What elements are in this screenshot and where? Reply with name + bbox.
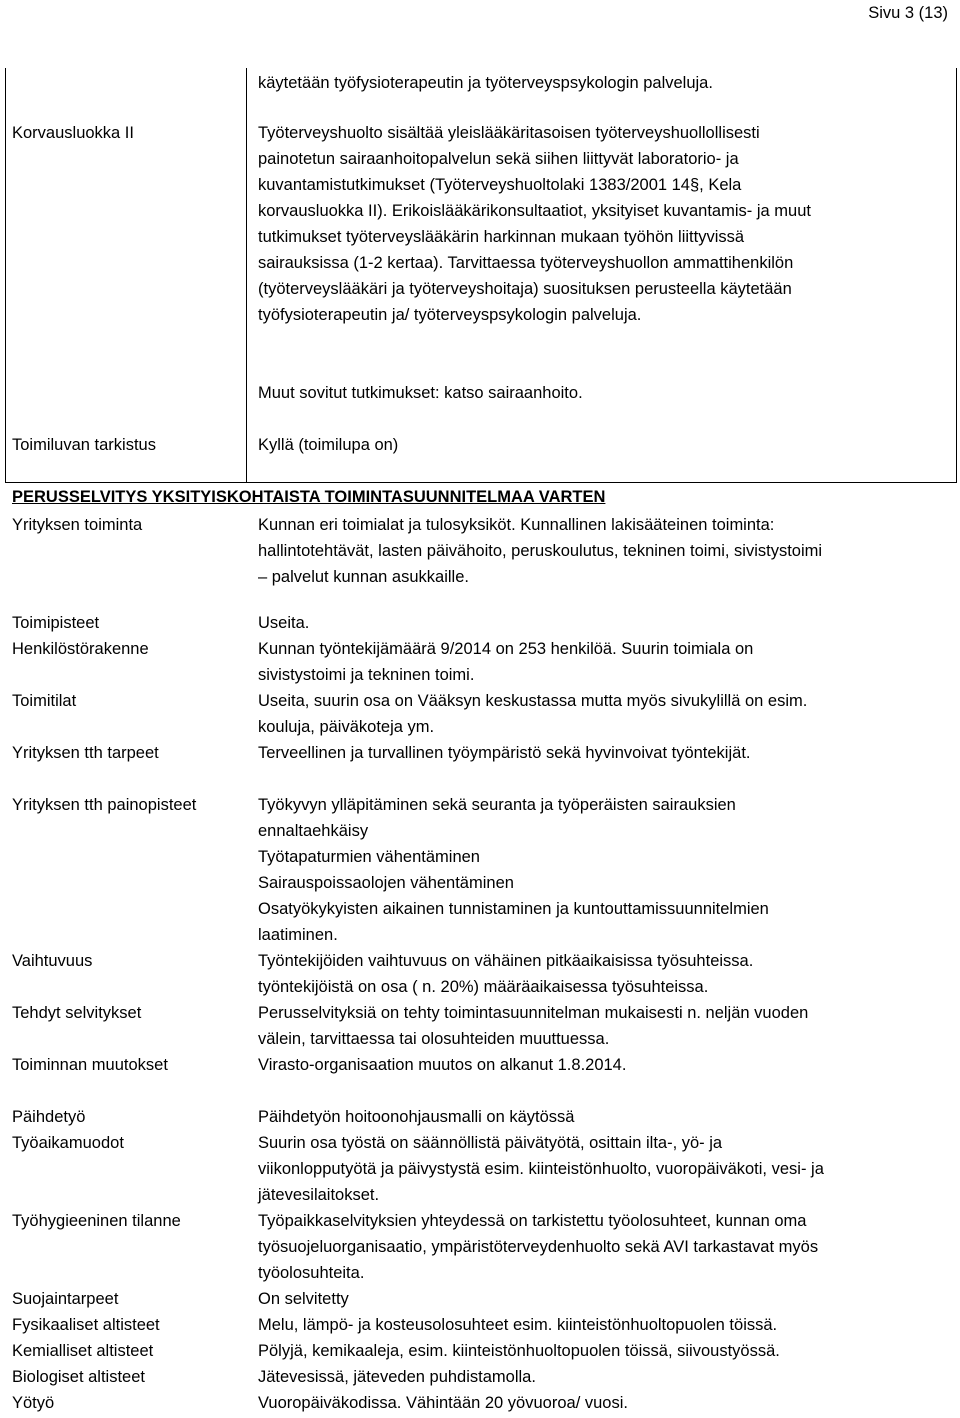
label-tth-tarpeet: Yrityksen tth tarpeet	[12, 744, 159, 762]
table-border-divider	[246, 68, 247, 482]
label-tehdyt-selvitykset: Tehdyt selvitykset	[12, 1004, 142, 1022]
value-line: työolosuhteita.	[258, 1264, 365, 1282]
value-paihdetyo: Päihdetyön hoitoonohjausmalli on käytössä	[258, 1108, 575, 1126]
value-line: Työntekijöiden vaihtuvuus on vähäinen pitkäaikaisissa työsuhteissa.	[258, 952, 754, 970]
label-toimitilat: Toimitilat	[12, 692, 77, 710]
label-kemialliset-altisteet: Kemialliset altisteet	[12, 1342, 154, 1360]
label-toiminnan-muutokset: Toiminnan muutokset	[12, 1056, 168, 1074]
value-line: sivistystoimi ja tekninen toimi.	[258, 666, 475, 684]
row1-line: (työterveyslääkäri ja työterveyshoitaja) suosituksen perusteella käytetään	[258, 280, 792, 298]
row1-line: Työterveyshuolto sisältää yleislääkäritasoisen työterveyshuollollisesti	[258, 124, 760, 142]
label-toimipisteet: Toimipisteet	[12, 614, 100, 632]
value-fysikaaliset-altisteet: Melu, lämpö- ja kosteusolosuhteet esim. kiinteistönhuoltopuolen töissä.	[258, 1316, 778, 1334]
value-line: ennaltaehkäisy	[258, 822, 369, 840]
table-border-bottom	[5, 482, 957, 483]
value-line: työsuojeluorganisaatio, ympäristöterveydenhuolto sekä AVI tarkastavat myös	[258, 1238, 819, 1256]
label-henkilostorakenne: Henkilöstörakenne	[12, 640, 149, 658]
label-vaihtuvuus: Vaihtuvuus	[12, 952, 93, 970]
value-kemialliset-altisteet: Pölyjä, kemikaaleja, esim. kiinteistönhuoltopuolen töissä, siivoustyössä.	[258, 1342, 780, 1360]
value-toiminnan-muutokset: Virasto-organisaation muutos on alkanut 1.8.2014.	[258, 1056, 627, 1074]
page-number: Sivu 3 (13)	[868, 4, 948, 22]
label-yotyo: Yötyö	[12, 1394, 55, 1412]
value-yotyo: Vuoropäiväkodissa. Vähintään 20 yövuoroa/ vuosi.	[258, 1394, 628, 1412]
row1-line: tutkimukset työterveyslääkärin harkinnan mukaan työhön liittyvissä	[258, 228, 745, 246]
value-line: Osatyökykyisten aikainen tunnistaminen ja kuntouttamissuunnitelmien	[258, 900, 769, 918]
value-line: välein, tarvittaessa tai olosuhteiden muuttuessa.	[258, 1030, 610, 1048]
value-line: laatiminen.	[258, 926, 338, 944]
row1-line: painotetun sairaanhoitopalvelun sekä siihen liittyvät laboratorio- ja	[258, 150, 739, 168]
value-line: hallintotehtävät, lasten päivähoito, peruskoulutus, tekninen toimi, sivistystoimi	[258, 542, 823, 560]
value-line: Perusselvityksiä on tehty toimintasuunnitelman mukaisesti n. neljän vuoden	[258, 1004, 809, 1022]
table-border-right	[956, 68, 957, 482]
row1-line: työfysioterapeutin ja/ työterveyspsykologin palveluja.	[258, 306, 642, 324]
value-tth-tarpeet: Terveellinen ja turvallinen työympäristö sekä hyvinvoivat työntekijät.	[258, 744, 751, 762]
value-line: Sairauspoissaolojen vähentäminen	[258, 874, 514, 892]
value-line: viikonlopputyötä ja päivystystä esim. kiinteistönhuolto, vuoropäiväkoti, vesi- ja	[258, 1160, 824, 1178]
table-border-left	[5, 68, 6, 482]
value-suojaintarpeet: On selvitetty	[258, 1290, 349, 1308]
row2-text: Kyllä (toimilupa on)	[258, 436, 399, 454]
row1-note: Muut sovitut tutkimukset: katso sairaanhoito.	[258, 384, 583, 402]
value-line: – palvelut kunnan asukkaille.	[258, 568, 469, 586]
row1-line: kuvantamistutkimukset (Työterveyshuoltolaki 1383/2001 14§, Kela	[258, 176, 742, 194]
section-heading: PERUSSELVITYS YKSITYISKOHTAISTA TOIMINTASUUNNITELMAA VARTEN	[12, 488, 606, 506]
row2-label: Toimiluvan tarkistus	[12, 436, 156, 454]
label-biologiset-altisteet: Biologiset altisteet	[12, 1368, 145, 1386]
value-line: Kunnan eri toimialat ja tulosyksiköt. Kunnallinen lakisääteinen toiminta:	[258, 516, 775, 534]
label-fysikaaliset-altisteet: Fysikaaliset altisteet	[12, 1316, 160, 1334]
label-tyoaikamuodot: Työaikamuodot	[12, 1134, 124, 1152]
value-line: Suurin osa työstä on säännöllistä päivätyötä, osittain ilta-, yö- ja	[258, 1134, 723, 1152]
row1-label: Korvausluokka II	[12, 124, 134, 142]
row0-text: käytetään työfysioterapeutin ja työterveyspsykologin palveluja.	[258, 74, 713, 92]
value-toimipisteet: Useita.	[258, 614, 310, 632]
value-line: Työkyvyn ylläpitäminen sekä seuranta ja työperäisten sairauksien	[258, 796, 736, 814]
label-yrityksen-toiminta: Yrityksen toiminta	[12, 516, 143, 534]
row1-line: korvausluokka II). Erikoislääkärikonsultaatiot, yksityiset kuvantamis- ja muut	[258, 202, 811, 220]
label-paihdetyo: Päihdetyö	[12, 1108, 86, 1126]
row1-line: sairauksissa (1-2 kertaa). Tarvittaessa työterveyshuollon ammattihenkilön	[258, 254, 794, 272]
label-tyohygieeninen-tilanne: Työhygieeninen tilanne	[12, 1212, 181, 1230]
value-line: kouluja, päiväkoteja ym.	[258, 718, 435, 736]
label-suojaintarpeet: Suojaintarpeet	[12, 1290, 119, 1308]
value-line: Useita, suurin osa on Vääksyn keskustassa mutta myös sivukylillä on esim.	[258, 692, 808, 710]
value-line: työntekijöistä on osa ( n. 20%) määräaikaisessa työsuhteissa.	[258, 978, 709, 996]
value-line: Työtapaturmien vähentäminen	[258, 848, 480, 866]
value-line: jätevesilaitokset.	[258, 1186, 380, 1204]
label-tth-painopisteet: Yrityksen tth painopisteet	[12, 796, 197, 814]
value-line: Työpaikkaselvityksien yhteydessä on tarkistettu työolosuhteet, kunnan oma	[258, 1212, 807, 1230]
value-line: Kunnan työntekijämäärä 9/2014 on 253 henkilöä. Suurin toimiala on	[258, 640, 754, 658]
value-biologiset-altisteet: Jätevesissä, jäteveden puhdistamolla.	[258, 1368, 536, 1386]
